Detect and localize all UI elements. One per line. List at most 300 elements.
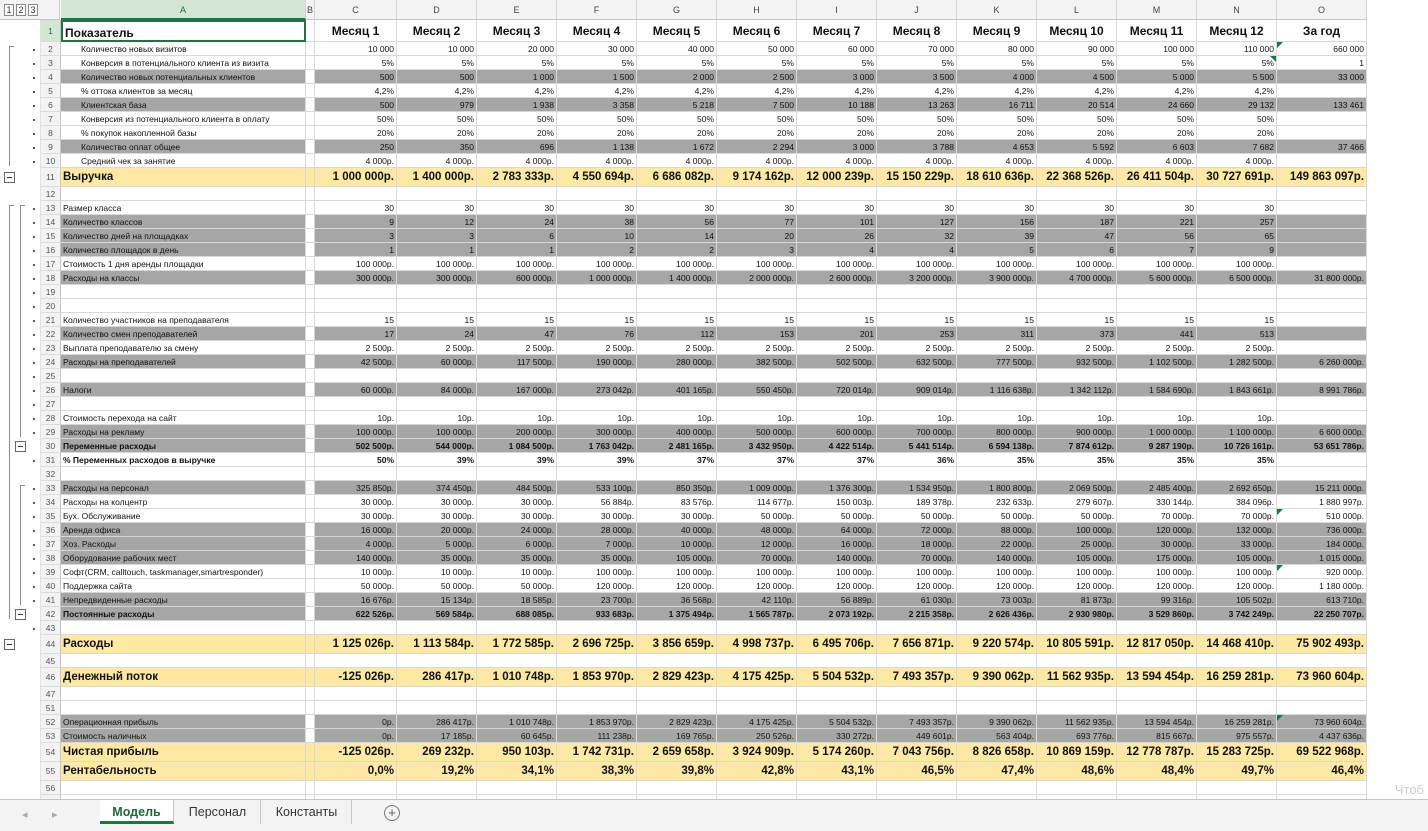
value-cell[interactable]: 167 000р. bbox=[477, 383, 557, 397]
value-cell[interactable]: 84 000р. bbox=[397, 383, 477, 397]
value-cell[interactable] bbox=[957, 781, 1037, 795]
value-cell[interactable]: 50 000р. bbox=[877, 509, 957, 523]
value-cell[interactable]: 16 676р. bbox=[315, 593, 397, 607]
value-cell[interactable] bbox=[797, 369, 877, 383]
spacer-cell[interactable] bbox=[306, 327, 315, 341]
column-header-g[interactable]: G bbox=[637, 0, 717, 20]
value-cell[interactable]: 5 bbox=[957, 243, 1037, 257]
value-cell[interactable]: 4 000р. bbox=[877, 154, 957, 168]
value-cell[interactable]: 18 610 636р. bbox=[957, 168, 1037, 187]
value-cell[interactable]: 4 bbox=[797, 243, 877, 257]
value-cell[interactable]: 2 bbox=[637, 243, 717, 257]
row-label-cell[interactable]: Софт(CRM, calltouch, taskmanager,smartresponder) bbox=[61, 565, 306, 579]
value-cell[interactable]: 10 726 161р. bbox=[1197, 439, 1277, 453]
value-cell[interactable]: 3 856 659р. bbox=[637, 635, 717, 654]
value-cell[interactable]: 20% bbox=[877, 126, 957, 140]
value-cell[interactable]: 6 500 000р. bbox=[1197, 271, 1277, 285]
row-header[interactable]: 42 bbox=[41, 607, 61, 621]
value-cell[interactable]: 200 000р. bbox=[477, 425, 557, 439]
value-cell[interactable]: 2 829 423р. bbox=[637, 668, 717, 687]
value-cell[interactable]: 15 bbox=[397, 313, 477, 327]
value-cell[interactable]: 250 bbox=[315, 140, 397, 154]
value-cell[interactable]: 0р. bbox=[315, 715, 397, 729]
value-cell[interactable]: -125 026р. bbox=[315, 668, 397, 687]
value-cell[interactable]: 1 282 500р. bbox=[1197, 355, 1277, 369]
value-cell[interactable] bbox=[717, 285, 797, 299]
value-cell[interactable]: 140 000р. bbox=[315, 551, 397, 565]
value-cell[interactable]: 373 bbox=[1037, 327, 1117, 341]
value-cell[interactable]: 100 000р. bbox=[957, 257, 1037, 271]
value-cell[interactable] bbox=[557, 369, 637, 383]
value-cell[interactable]: 15 134р. bbox=[397, 593, 477, 607]
spacer-cell[interactable] bbox=[306, 453, 315, 467]
value-cell[interactable]: 5% bbox=[1117, 56, 1197, 70]
value-cell[interactable] bbox=[1117, 299, 1197, 313]
spacer-cell[interactable] bbox=[306, 383, 315, 397]
value-cell[interactable] bbox=[1197, 621, 1277, 635]
value-cell[interactable]: 14 468 410р. bbox=[1197, 635, 1277, 654]
spacer-cell[interactable] bbox=[306, 341, 315, 355]
value-cell[interactable]: 17 bbox=[315, 327, 397, 341]
value-cell[interactable] bbox=[1277, 781, 1367, 795]
value-cell[interactable]: 50% bbox=[797, 112, 877, 126]
value-cell[interactable]: 39% bbox=[557, 453, 637, 467]
value-cell[interactable]: 23 700р. bbox=[557, 593, 637, 607]
spacer-cell[interactable] bbox=[306, 140, 315, 154]
value-cell[interactable]: 15 150 229р. bbox=[877, 168, 957, 187]
value-cell[interactable]: 30 bbox=[637, 201, 717, 215]
spacer-cell[interactable] bbox=[306, 243, 315, 257]
value-cell[interactable]: 3 bbox=[717, 243, 797, 257]
value-cell[interactable]: 2 215 358р. bbox=[877, 607, 957, 621]
value-cell[interactable]: 1 015 000р. bbox=[1277, 551, 1367, 565]
value-cell[interactable] bbox=[877, 397, 957, 411]
value-cell[interactable] bbox=[877, 299, 957, 313]
value-cell[interactable]: 56 889р. bbox=[797, 593, 877, 607]
value-cell[interactable] bbox=[1277, 369, 1367, 383]
value-cell[interactable]: 70 000 bbox=[877, 42, 957, 56]
value-cell[interactable]: 60 000 bbox=[797, 42, 877, 56]
spacer-cell[interactable] bbox=[306, 257, 315, 271]
value-cell[interactable]: 50% bbox=[1117, 112, 1197, 126]
value-cell[interactable] bbox=[1037, 299, 1117, 313]
value-cell[interactable] bbox=[1117, 397, 1197, 411]
value-cell[interactable]: 12 000р. bbox=[717, 537, 797, 551]
value-cell[interactable]: 48,6% bbox=[1037, 762, 1117, 781]
value-cell[interactable]: Месяц 7 bbox=[797, 20, 877, 42]
value-cell[interactable]: 700 000р. bbox=[877, 425, 957, 439]
value-cell[interactable]: 50% bbox=[315, 453, 397, 467]
value-cell[interactable]: 81 873р. bbox=[1037, 593, 1117, 607]
value-cell[interactable]: 5 000р. bbox=[397, 537, 477, 551]
value-cell[interactable]: 815 667р. bbox=[1117, 729, 1197, 743]
value-cell[interactable] bbox=[1117, 285, 1197, 299]
row-header[interactable]: 17 bbox=[41, 257, 61, 271]
value-cell[interactable]: 10р. bbox=[877, 411, 957, 425]
value-cell[interactable]: 70 000р. bbox=[1117, 509, 1197, 523]
value-cell[interactable]: 35 000р. bbox=[557, 551, 637, 565]
value-cell[interactable]: 50 000р. bbox=[957, 509, 1037, 523]
value-cell[interactable]: 1 938 bbox=[477, 98, 557, 112]
value-cell[interactable]: Месяц 5 bbox=[637, 20, 717, 42]
value-cell[interactable] bbox=[1197, 467, 1277, 481]
value-cell[interactable]: 6 600 000р. bbox=[1277, 425, 1367, 439]
value-cell[interactable]: 40 000 bbox=[637, 42, 717, 56]
value-cell[interactable]: 169 765р. bbox=[637, 729, 717, 743]
row-header[interactable]: 56 bbox=[41, 781, 61, 795]
value-cell[interactable]: 1 376 300р. bbox=[797, 481, 877, 495]
value-cell[interactable]: 4 175 425р. bbox=[717, 668, 797, 687]
value-cell[interactable]: 100 000р. bbox=[557, 257, 637, 271]
value-cell[interactable] bbox=[637, 299, 717, 313]
value-cell[interactable]: 5% bbox=[797, 56, 877, 70]
value-cell[interactable]: 30 000р. bbox=[315, 495, 397, 509]
value-cell[interactable]: 2 485 400р. bbox=[1117, 481, 1197, 495]
value-cell[interactable]: 16 000р. bbox=[315, 523, 397, 537]
value-cell[interactable] bbox=[1117, 781, 1197, 795]
value-cell[interactable]: 3 432 950р. bbox=[717, 439, 797, 453]
value-cell[interactable]: 933 683р. bbox=[557, 607, 637, 621]
value-cell[interactable]: 101 bbox=[797, 215, 877, 229]
value-cell[interactable]: 100 000р. bbox=[637, 257, 717, 271]
value-cell[interactable] bbox=[957, 285, 1037, 299]
value-cell[interactable] bbox=[717, 781, 797, 795]
row-header[interactable]: 24 bbox=[41, 355, 61, 369]
value-cell[interactable]: 15 bbox=[1037, 313, 1117, 327]
value-cell[interactable]: 10р. bbox=[1037, 411, 1117, 425]
column-header-e[interactable]: E bbox=[477, 0, 557, 20]
value-cell[interactable]: 100 000р. bbox=[717, 565, 797, 579]
value-cell[interactable]: 3 bbox=[315, 229, 397, 243]
spacer-cell[interactable] bbox=[306, 439, 315, 453]
value-cell[interactable]: 20% bbox=[1197, 126, 1277, 140]
value-cell[interactable] bbox=[637, 187, 717, 201]
value-cell[interactable] bbox=[1037, 687, 1117, 701]
value-cell[interactable]: 1 bbox=[477, 243, 557, 257]
value-cell[interactable]: 5 504 532р. bbox=[797, 715, 877, 729]
value-cell[interactable] bbox=[1277, 327, 1367, 341]
value-cell[interactable]: 10р. bbox=[557, 411, 637, 425]
value-cell[interactable]: 73 960 604р. bbox=[1277, 715, 1367, 729]
value-cell[interactable]: 15 bbox=[957, 313, 1037, 327]
spacer-cell[interactable] bbox=[306, 168, 315, 187]
value-cell[interactable]: 75 902 493р. bbox=[1277, 635, 1367, 654]
row-label-cell[interactable]: Количество новых визитов bbox=[61, 42, 306, 56]
value-cell[interactable] bbox=[1197, 299, 1277, 313]
row-label-cell[interactable]: Переменные расходы bbox=[61, 439, 306, 453]
value-cell[interactable] bbox=[717, 687, 797, 701]
column-header-m[interactable]: M bbox=[1117, 0, 1197, 20]
value-cell[interactable]: 502 500р. bbox=[797, 355, 877, 369]
value-cell[interactable]: 70 000р. bbox=[1197, 509, 1277, 523]
value-cell[interactable]: 10р. bbox=[637, 411, 717, 425]
value-cell[interactable]: 5% bbox=[877, 56, 957, 70]
value-cell[interactable]: 50 000р. bbox=[717, 509, 797, 523]
value-cell[interactable]: 500 000р. bbox=[717, 425, 797, 439]
value-cell[interactable]: 14 bbox=[637, 229, 717, 243]
row-header[interactable]: 22 bbox=[41, 327, 61, 341]
value-cell[interactable]: 500 bbox=[397, 70, 477, 84]
value-cell[interactable]: 2 500р. bbox=[397, 341, 477, 355]
value-cell[interactable]: 12 817 050р. bbox=[1117, 635, 1197, 654]
value-cell[interactable]: 20 000р. bbox=[397, 523, 477, 537]
row-header[interactable]: 53 bbox=[41, 729, 61, 743]
value-cell[interactable] bbox=[637, 621, 717, 635]
value-cell[interactable] bbox=[957, 467, 1037, 481]
value-cell[interactable]: 24 bbox=[477, 215, 557, 229]
value-cell[interactable]: 50% bbox=[957, 112, 1037, 126]
spacer-cell[interactable] bbox=[306, 154, 315, 168]
value-cell[interactable]: 10р. bbox=[1197, 411, 1277, 425]
value-cell[interactable]: 5 174 260р. bbox=[797, 743, 877, 762]
value-cell[interactable]: 2 783 333р. bbox=[477, 168, 557, 187]
value-cell[interactable]: 1 000 000р. bbox=[315, 168, 397, 187]
value-cell[interactable]: 10 805 591р. bbox=[1037, 635, 1117, 654]
value-cell[interactable] bbox=[877, 781, 957, 795]
value-cell[interactable]: 2 500р. bbox=[637, 341, 717, 355]
row-label-cell[interactable] bbox=[61, 621, 306, 635]
value-cell[interactable]: 1 772 585р. bbox=[477, 635, 557, 654]
value-cell[interactable]: 100 000р. bbox=[1197, 565, 1277, 579]
value-cell[interactable] bbox=[1277, 126, 1367, 140]
value-cell[interactable]: 1 125 026р. bbox=[315, 635, 397, 654]
value-cell[interactable]: 34,1% bbox=[477, 762, 557, 781]
value-cell[interactable] bbox=[557, 701, 637, 715]
value-cell[interactable]: 20% bbox=[637, 126, 717, 140]
value-cell[interactable]: 30 000р. bbox=[477, 495, 557, 509]
value-cell[interactable]: 2 692 650р. bbox=[1197, 481, 1277, 495]
value-cell[interactable]: 1 400 000р. bbox=[397, 168, 477, 187]
value-cell[interactable]: 100 000р. bbox=[1197, 257, 1277, 271]
value-cell[interactable]: 70 000р. bbox=[717, 551, 797, 565]
value-cell[interactable]: 15 bbox=[717, 313, 797, 327]
value-cell[interactable]: 22 368 526р. bbox=[1037, 168, 1117, 187]
value-cell[interactable] bbox=[1277, 229, 1367, 243]
value-cell[interactable]: 42,8% bbox=[717, 762, 797, 781]
value-cell[interactable]: 4,2% bbox=[717, 84, 797, 98]
value-cell[interactable]: 13 594 454р. bbox=[1117, 668, 1197, 687]
row-header[interactable]: 32 bbox=[41, 467, 61, 481]
row-label-cell[interactable]: Стоимость наличных bbox=[61, 729, 306, 743]
value-cell[interactable]: 1 342 112р. bbox=[1037, 383, 1117, 397]
spacer-cell[interactable] bbox=[306, 687, 315, 701]
value-cell[interactable] bbox=[1037, 467, 1117, 481]
value-cell[interactable]: 5 218 bbox=[637, 98, 717, 112]
value-cell[interactable] bbox=[717, 654, 797, 668]
value-cell[interactable]: 6 bbox=[477, 229, 557, 243]
value-cell[interactable]: 120 000р. bbox=[717, 579, 797, 593]
value-cell[interactable]: 2 696 725р. bbox=[557, 635, 637, 654]
value-cell[interactable] bbox=[877, 621, 957, 635]
spacer-cell[interactable] bbox=[306, 593, 315, 607]
value-cell[interactable] bbox=[1117, 467, 1197, 481]
value-cell[interactable]: 11 562 935р. bbox=[1037, 668, 1117, 687]
value-cell[interactable]: 20% bbox=[1117, 126, 1197, 140]
value-cell[interactable]: 5 504 532р. bbox=[797, 668, 877, 687]
row-header[interactable]: 11 bbox=[41, 168, 61, 187]
value-cell[interactable]: 1 880 997р. bbox=[1277, 495, 1367, 509]
value-cell[interactable]: 300 000р. bbox=[557, 425, 637, 439]
row-header[interactable]: 39 bbox=[41, 565, 61, 579]
value-cell[interactable] bbox=[1197, 687, 1277, 701]
value-cell[interactable]: 50% bbox=[557, 112, 637, 126]
column-header-h[interactable]: H bbox=[717, 0, 797, 20]
value-cell[interactable]: -125 026р. bbox=[315, 743, 397, 762]
value-cell[interactable]: 110 000 bbox=[1197, 42, 1277, 56]
value-cell[interactable]: 4 000р. bbox=[797, 154, 877, 168]
row-label-cell[interactable] bbox=[61, 654, 306, 668]
value-cell[interactable] bbox=[1277, 154, 1367, 168]
value-cell[interactable] bbox=[797, 187, 877, 201]
value-cell[interactable]: 533 100р. bbox=[557, 481, 637, 495]
spacer-cell[interactable] bbox=[306, 635, 315, 654]
spacer-cell[interactable] bbox=[306, 579, 315, 593]
value-cell[interactable] bbox=[1277, 201, 1367, 215]
value-cell[interactable]: 30 000р. bbox=[557, 509, 637, 523]
row-label-cell[interactable]: Расходы на колцентр bbox=[61, 495, 306, 509]
row-header[interactable]: 31 bbox=[41, 453, 61, 467]
value-cell[interactable]: 7 000р. bbox=[557, 537, 637, 551]
value-cell[interactable]: Месяц 10 bbox=[1037, 20, 1117, 42]
spacer-cell[interactable] bbox=[306, 729, 315, 743]
value-cell[interactable]: 120 000р. bbox=[1197, 579, 1277, 593]
row-header[interactable]: 3 bbox=[41, 56, 61, 70]
value-cell[interactable]: Месяц 12 bbox=[1197, 20, 1277, 42]
value-cell[interactable] bbox=[397, 621, 477, 635]
row-label-cell[interactable]: Количество смен преподавателей bbox=[61, 327, 306, 341]
spacer-cell[interactable] bbox=[306, 551, 315, 565]
spacer-cell[interactable] bbox=[306, 565, 315, 579]
value-cell[interactable] bbox=[1277, 84, 1367, 98]
value-cell[interactable] bbox=[877, 187, 957, 201]
spacer-cell[interactable] bbox=[306, 715, 315, 729]
value-cell[interactable]: 4 000р. bbox=[315, 537, 397, 551]
value-cell[interactable]: 1 672 bbox=[637, 140, 717, 154]
spacer-cell[interactable] bbox=[306, 229, 315, 243]
spacer-cell[interactable] bbox=[306, 701, 315, 715]
value-cell[interactable]: 36 568р. bbox=[637, 593, 717, 607]
value-cell[interactable]: 1 843 661р. bbox=[1197, 383, 1277, 397]
value-cell[interactable]: 50% bbox=[477, 112, 557, 126]
column-header-c[interactable]: C bbox=[315, 0, 397, 20]
value-cell[interactable] bbox=[797, 701, 877, 715]
value-cell[interactable] bbox=[1277, 243, 1367, 257]
value-cell[interactable]: 83 576р. bbox=[637, 495, 717, 509]
value-cell[interactable] bbox=[315, 397, 397, 411]
value-cell[interactable]: 4,2% bbox=[1197, 84, 1277, 98]
value-cell[interactable]: 73 003р. bbox=[957, 593, 1037, 607]
collapse-outline-icon[interactable] bbox=[15, 441, 26, 452]
value-cell[interactable] bbox=[1197, 781, 1277, 795]
value-cell[interactable] bbox=[477, 654, 557, 668]
value-cell[interactable]: 513 bbox=[1197, 327, 1277, 341]
value-cell[interactable]: 9 390 062р. bbox=[957, 668, 1037, 687]
value-cell[interactable]: 50 000 bbox=[717, 42, 797, 56]
value-cell[interactable]: Месяц 8 bbox=[877, 20, 957, 42]
value-cell[interactable]: 30 bbox=[557, 201, 637, 215]
spacer-cell[interactable] bbox=[306, 285, 315, 299]
column-header-i[interactable]: I bbox=[797, 0, 877, 20]
collapse-outline-icon[interactable] bbox=[4, 172, 15, 183]
value-cell[interactable] bbox=[397, 687, 477, 701]
column-header-a[interactable]: A bbox=[61, 0, 306, 20]
row-label-cell[interactable]: Выручка bbox=[61, 168, 306, 187]
row-header[interactable]: 41 bbox=[41, 593, 61, 607]
value-cell[interactable]: 286 417р. bbox=[397, 715, 477, 729]
value-cell[interactable]: 3 900 000р. bbox=[957, 271, 1037, 285]
value-cell[interactable]: 5 441 514р. bbox=[877, 439, 957, 453]
value-cell[interactable]: 1 009 000р. bbox=[717, 481, 797, 495]
value-cell[interactable]: 4 000р. bbox=[477, 154, 557, 168]
value-cell[interactable]: 77 bbox=[717, 215, 797, 229]
value-cell[interactable] bbox=[637, 369, 717, 383]
value-cell[interactable] bbox=[957, 369, 1037, 383]
value-cell[interactable]: 7 682 bbox=[1197, 140, 1277, 154]
value-cell[interactable]: 4 175 425р. bbox=[717, 715, 797, 729]
value-cell[interactable]: 232 633р. bbox=[957, 495, 1037, 509]
value-cell[interactable]: 16 711 bbox=[957, 98, 1037, 112]
value-cell[interactable]: 5% bbox=[1037, 56, 1117, 70]
value-cell[interactable]: 975 557р. bbox=[1197, 729, 1277, 743]
value-cell[interactable]: 33 000 bbox=[1277, 70, 1367, 84]
value-cell[interactable] bbox=[315, 701, 397, 715]
value-cell[interactable]: 100 000р. bbox=[797, 257, 877, 271]
value-cell[interactable]: 30 000р. bbox=[397, 495, 477, 509]
row-label-cell[interactable] bbox=[61, 369, 306, 383]
value-cell[interactable] bbox=[1037, 187, 1117, 201]
row-header[interactable]: 8 bbox=[41, 126, 61, 140]
spacer-cell[interactable] bbox=[306, 313, 315, 327]
value-cell[interactable]: 920 000р. bbox=[1277, 565, 1367, 579]
value-cell[interactable]: 100 000р. bbox=[957, 565, 1037, 579]
value-cell[interactable]: 50% bbox=[717, 112, 797, 126]
value-cell[interactable]: 7 493 357р. bbox=[877, 715, 957, 729]
value-cell[interactable] bbox=[1117, 654, 1197, 668]
spacer-cell[interactable] bbox=[306, 187, 315, 201]
value-cell[interactable]: 2 600 000р. bbox=[797, 271, 877, 285]
value-cell[interactable]: 3 bbox=[397, 229, 477, 243]
value-cell[interactable]: 4 000р. bbox=[557, 154, 637, 168]
value-cell[interactable]: 20% bbox=[797, 126, 877, 140]
value-cell[interactable]: 13 263 bbox=[877, 98, 957, 112]
value-cell[interactable]: 149 863 097р. bbox=[1277, 168, 1367, 187]
value-cell[interactable]: 2 659 658р. bbox=[637, 743, 717, 762]
value-cell[interactable]: 20% bbox=[1037, 126, 1117, 140]
value-cell[interactable] bbox=[477, 621, 557, 635]
value-cell[interactable]: 5% bbox=[637, 56, 717, 70]
value-cell[interactable]: 69 522 968р. bbox=[1277, 743, 1367, 762]
row-label-cell[interactable]: Конверсия в потенциального клиента из визита bbox=[61, 56, 306, 70]
value-cell[interactable] bbox=[637, 467, 717, 481]
spacer-cell[interactable] bbox=[306, 668, 315, 687]
value-cell[interactable] bbox=[1277, 654, 1367, 668]
value-cell[interactable] bbox=[1037, 397, 1117, 411]
value-cell[interactable]: 1 102 500р. bbox=[1117, 355, 1197, 369]
value-cell[interactable]: 850 350р. bbox=[637, 481, 717, 495]
value-cell[interactable]: 736 000р. bbox=[1277, 523, 1367, 537]
spacer-cell[interactable] bbox=[306, 201, 315, 215]
value-cell[interactable]: 2 500р. bbox=[797, 341, 877, 355]
value-cell[interactable]: 5 500 bbox=[1197, 70, 1277, 84]
row-header[interactable]: 34 bbox=[41, 495, 61, 509]
value-cell[interactable] bbox=[397, 467, 477, 481]
value-cell[interactable]: 88 000р. bbox=[957, 523, 1037, 537]
value-cell[interactable]: 4,2% bbox=[557, 84, 637, 98]
value-cell[interactable]: 30 bbox=[957, 201, 1037, 215]
value-cell[interactable]: 500 bbox=[315, 70, 397, 84]
value-cell[interactable] bbox=[397, 654, 477, 668]
value-cell[interactable]: 100 000р. bbox=[877, 565, 957, 579]
